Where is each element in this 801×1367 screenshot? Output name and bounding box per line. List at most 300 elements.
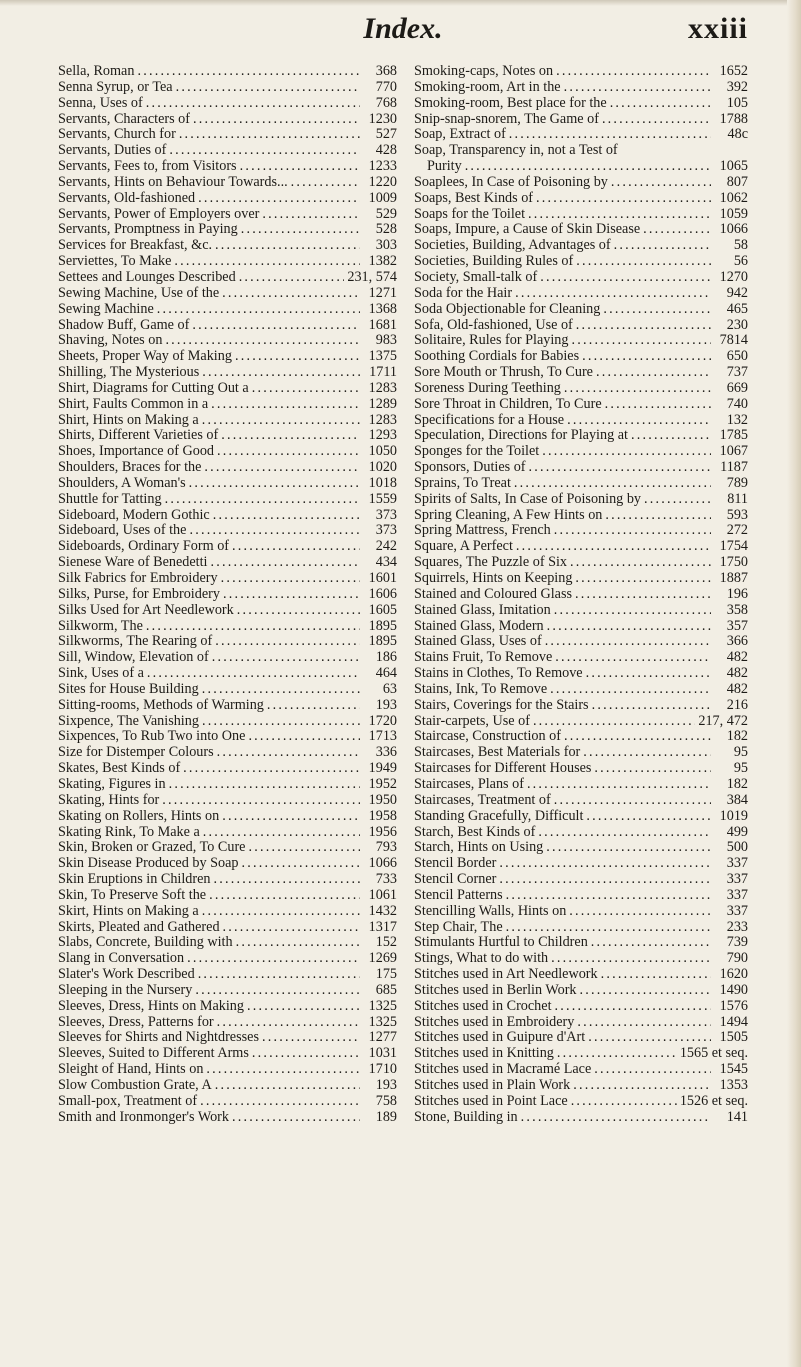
leader-dots [222, 809, 360, 825]
leader-dots [215, 1078, 360, 1094]
index-entry-text: Soap, Transparency in, not a Test of [414, 143, 618, 159]
index-entry-page: 182 [726, 729, 748, 745]
index-entry [58, 238, 397, 254]
leader-dots [241, 856, 360, 872]
index-entry [414, 523, 748, 539]
leader-dots [176, 80, 360, 96]
index-entry-page: 368 [375, 64, 397, 79]
index-entry [414, 64, 748, 80]
index-entry-page: 1066 [368, 856, 397, 872]
index-entry-page: 1031 [368, 1046, 397, 1062]
index-entry-text: Skirt, Hints on Making a [58, 903, 199, 919]
index-entry-text: Shoulders, Braces for the [58, 460, 202, 476]
index-entry [58, 492, 397, 508]
index-entry-page: 193 [375, 697, 397, 713]
leader-dots [248, 729, 360, 745]
index-entry [414, 286, 748, 302]
index-entry-page: 733 [375, 872, 397, 888]
index-entry-page: 1652 [719, 64, 748, 79]
index-entry-text: Skin, To Preserve Soft the [58, 887, 207, 903]
index-entry-text: Starch, Hints on Using [414, 840, 544, 856]
index-entry [58, 555, 397, 571]
index-entry-page: 1368 [368, 301, 397, 317]
leader-dots [536, 191, 711, 207]
index-entry-page: 189 [375, 1109, 397, 1125]
leader-dots [189, 476, 360, 492]
index-entry [414, 302, 748, 318]
index-entry-text: Sofa, Old-fashioned, Use of [414, 317, 573, 333]
index-entry-page: 175 [375, 967, 397, 983]
leader-dots [193, 112, 360, 128]
index-entry [414, 539, 748, 555]
index-entry-text: Soap, Extract of [414, 127, 506, 143]
index-entry-text: Soothing Cordials for Babies [414, 349, 580, 365]
index-entry [58, 349, 397, 365]
index-entry-page: 740 [726, 396, 748, 412]
index-entry-page: 1601 [368, 571, 397, 586]
index-entry-text: Sleeping in the Nursery [58, 982, 193, 998]
index-entry [58, 222, 397, 238]
index-entry [58, 333, 397, 349]
index-entry-page: 1271 [368, 285, 397, 301]
leader-dots [222, 286, 360, 302]
index-entry-text: Stitches used in Guipure d'Art [414, 1030, 586, 1046]
index-entry-page: 1788 [719, 111, 748, 127]
index-entry [414, 761, 748, 777]
index-entry-page: 272 [726, 523, 748, 539]
index-entry-page: 1710 [368, 1062, 397, 1078]
index-entry-page: 95 [733, 761, 748, 777]
index-entry-page: 942 [726, 285, 748, 301]
index-entry-text: Soreness During Teething [414, 380, 561, 396]
index-entry-text: Skirts, Pleated and Gathered [58, 919, 220, 935]
leader-dots [555, 650, 711, 666]
index-entry-page: 358 [726, 602, 748, 618]
index-entry [414, 1062, 748, 1078]
index-entry-page: 685 [375, 982, 397, 998]
index-entry-text: Stitches used in Embroidery [414, 1014, 575, 1030]
index-entry [414, 809, 748, 825]
index-entry-text: Smith and Ironmonger's Work [58, 1109, 229, 1125]
index-entry-text: Sideboard, Modern Gothic [58, 507, 210, 523]
index-entry [414, 318, 748, 334]
leader-dots [221, 428, 360, 444]
index-entry [414, 222, 748, 238]
index-entry [58, 603, 397, 619]
leader-dots [547, 619, 711, 635]
index-entry-page: 482 [726, 650, 748, 666]
index-entry-text: Slow Combustion Grate, A [58, 1078, 212, 1093]
leader-dots [499, 856, 711, 872]
leader-dots [174, 254, 360, 270]
index-entry-text: Skates, Best Kinds of [58, 761, 181, 777]
leader-dots [516, 539, 711, 555]
index-entry-page: 1269 [368, 951, 397, 967]
index-entry-text: Silks, Purse, for Embroidery [58, 586, 220, 602]
index-entry-text: Stitches used in Knitting [414, 1046, 554, 1062]
leader-dots [162, 793, 360, 809]
index-entry [58, 254, 397, 270]
index-entry-page: 1494 [719, 1014, 748, 1030]
leader-dots [582, 349, 711, 365]
index-entry-page: 1949 [368, 761, 397, 777]
index-entry-text: Stencilling Walls, Hints on [414, 903, 567, 919]
index-entry-text: Senna Syrup, or Tea [58, 79, 173, 95]
index-entry [58, 1015, 397, 1031]
index-column-right [414, 64, 748, 1126]
leader-dots [262, 1030, 360, 1046]
index-entry [414, 254, 748, 270]
index-entry [58, 1030, 397, 1046]
index-entry-page: 428 [375, 143, 397, 159]
index-entry-page: 527 [375, 127, 397, 143]
leader-dots [210, 555, 360, 571]
index-entry-page: 1754 [719, 539, 748, 555]
index-entry-page: 336 [375, 745, 397, 761]
index-entry-page: 1059 [719, 206, 748, 222]
leader-dots [576, 318, 711, 334]
leader-dots [267, 698, 360, 714]
index-entry-page: 373 [375, 507, 397, 523]
index-entry-text: Sideboard, Uses of the [58, 523, 187, 539]
index-entry-page: 1317 [368, 919, 397, 935]
index-entry-text: Stone, Building in [414, 1109, 518, 1125]
leader-dots [571, 333, 711, 349]
leader-dots [202, 904, 360, 920]
leader-dots [610, 96, 711, 112]
leader-dots [602, 112, 711, 128]
page-number: xxiii [687, 12, 748, 45]
index-entry-text: Sideboards, Ordinary Form of [58, 539, 230, 555]
index-entry [58, 777, 397, 793]
index-entry-text: Settees and Lounges Described [58, 269, 236, 285]
index-entry-page: 1018 [368, 475, 397, 491]
index-entry [414, 476, 748, 492]
index-entry [414, 777, 748, 793]
index-entry-page: 807 [726, 174, 748, 190]
index-entry [414, 143, 748, 159]
index-entry-text: Stained Glass, Uses of [414, 634, 542, 650]
leader-dots [575, 587, 711, 603]
index-entry-text: Stitches used in Berlin Work [414, 982, 577, 998]
index-entry-text: Skin, Broken or Grazed, To Cure [58, 840, 246, 856]
leader-dots [506, 888, 711, 904]
index-entry [58, 270, 397, 286]
index-entry [58, 571, 397, 587]
index-entry [414, 191, 748, 207]
index-entry-page: 1230 [368, 111, 397, 127]
index-entry-page: 1432 [368, 903, 397, 919]
index-entry-text: Silks Used for Art Needlework [58, 602, 234, 618]
index-entry-page: 482 [726, 681, 748, 697]
index-entry-page: 1067 [719, 444, 748, 460]
index-entry [58, 413, 397, 429]
leader-dots [509, 127, 711, 143]
index-entry [58, 745, 397, 761]
leader-dots [643, 222, 711, 238]
index-entry [58, 825, 397, 841]
index-entry-text: Senna, Uses of [58, 95, 143, 111]
index-entry [58, 397, 397, 413]
index-entry-page: 56 [733, 254, 748, 270]
leader-dots [247, 999, 360, 1015]
index-entry-page: 1375 [368, 349, 397, 365]
leader-dots [189, 523, 360, 539]
index-entry [58, 856, 397, 872]
index-entry [414, 492, 748, 508]
index-entry-text: Societies, Building Rules of [414, 254, 574, 270]
index-entry-page: 1565 et seq. [679, 1046, 748, 1062]
leader-dots [556, 64, 711, 80]
index-entry-text: Stitches used in Macramé Lace [414, 1062, 592, 1078]
leader-dots [588, 1030, 711, 1046]
leader-dots [202, 365, 360, 381]
leader-dots [206, 1062, 360, 1078]
index-entry-page: 1681 [368, 317, 397, 333]
index-entry [414, 856, 748, 872]
index-entry-page: 152 [375, 935, 397, 951]
leader-dots [235, 349, 360, 365]
index-entry-text: Spirits of Salts, In Case of Poisoning by [414, 491, 642, 507]
index-entry-text: Square, A Perfect [414, 539, 513, 555]
leader-dots [169, 143, 360, 159]
leader-dots [223, 587, 360, 603]
index-entry [58, 460, 397, 476]
index-entry [414, 333, 748, 349]
index-entry [414, 381, 748, 397]
index-entry-text: Snip-snap-snorem, The Game of [414, 111, 599, 127]
index-entry-page: 216 [726, 697, 748, 713]
index-entry-text: Sleeves, Dress, Patterns for [58, 1014, 214, 1030]
index-entry [414, 96, 748, 112]
index-entry-page: 1277 [368, 1030, 397, 1046]
index-entry [414, 444, 748, 460]
leader-dots [528, 207, 711, 223]
leader-dots [241, 222, 360, 238]
index-entry-text: Sitting-rooms, Methods of Warming [58, 697, 264, 713]
index-entry-text: Staircases for Different Houses [414, 761, 592, 777]
index-entry [58, 64, 397, 80]
index-entry-page: 1066 [719, 222, 748, 238]
leader-dots [594, 1062, 711, 1078]
index-entry-text: Soaps, Impure, a Cause of Skin Disease [414, 222, 641, 238]
index-entry [58, 888, 397, 904]
index-entry-text: Staircases, Treatment of [414, 792, 551, 808]
leader-dots [165, 333, 360, 349]
leader-dots [183, 761, 360, 777]
leader-dots [146, 96, 360, 112]
index-entry-text: Skating, Hints for [58, 792, 160, 808]
index-entry-page: 392 [726, 79, 748, 95]
index-entry-page: 737 [726, 365, 748, 381]
index-entry [414, 967, 748, 983]
index-entry-text: Slater's Work Described [58, 967, 195, 983]
index-entry [414, 603, 748, 619]
leader-dots [236, 935, 360, 951]
index-entry-page: 186 [375, 650, 397, 666]
leader-dots [555, 999, 711, 1015]
index-entry-page: 499 [726, 824, 748, 840]
index-entry-text: Stitches used in Crochet [414, 998, 552, 1014]
leader-dots [195, 983, 360, 999]
index-entry-text: Stained and Coloured Glass [414, 586, 573, 602]
index-entry-text: Shirt, Diagrams for Cutting Out a [58, 380, 249, 396]
leader-dots [213, 508, 360, 524]
leader-dots [554, 603, 711, 619]
index-entry-page: 739 [726, 935, 748, 951]
leader-dots [223, 920, 360, 936]
index-entry-text: Squares, The Puzzle of Six [414, 555, 568, 571]
index-entry-page: 1952 [368, 776, 397, 792]
leader-dots [169, 777, 360, 793]
index-entry-page: 1325 [368, 998, 397, 1014]
leader-dots [551, 951, 711, 967]
index-entry-text: Sixpence, The Vanishing [58, 713, 199, 729]
index-entry [414, 840, 748, 856]
index-entry [414, 999, 748, 1015]
leader-dots [232, 1110, 360, 1126]
index-entry-page: 669 [726, 380, 748, 396]
index-entry-text: Skating Rink, To Make a [58, 824, 200, 840]
index-entry-text: Shoes, Importance of Good [58, 444, 215, 460]
page-top-edge [0, 0, 801, 6]
index-entry [414, 729, 748, 745]
index-entry-text: Skating on Rollers, Hints on [58, 808, 220, 824]
index-entry-page: 529 [375, 206, 397, 222]
leader-dots [248, 840, 360, 856]
index-entry-page: 337 [726, 903, 748, 919]
index-entry-page: 1020 [368, 460, 397, 476]
index-entry [414, 888, 748, 904]
index-entry-text: Sleeves, Suited to Different Arms [58, 1046, 249, 1062]
index-entry-page: 434 [375, 555, 397, 571]
leader-dots [529, 460, 711, 476]
index-entry [414, 571, 748, 587]
index-entry [58, 159, 397, 175]
index-entry-text: Sponges for the Toilet [414, 444, 540, 460]
index-entry-page: 1576 [719, 998, 748, 1014]
index-entry-page: 366 [726, 634, 748, 650]
index-entry-text: Standing Gracefully, Difficult [414, 808, 584, 824]
leader-dots [546, 840, 711, 856]
leader-dots [217, 444, 360, 460]
index-entry-page: 1895 [368, 618, 397, 634]
leader-dots [202, 413, 360, 429]
leader-dots [232, 539, 360, 555]
index-entry-text: Shadow Buff, Game of [58, 317, 190, 333]
index-entry-page: 1283 [368, 380, 397, 396]
leader-dots [591, 935, 711, 951]
index-entry-text: Solitaire, Rules for Playing [414, 333, 569, 349]
leader-dots [575, 571, 711, 587]
leader-dots [203, 825, 360, 841]
index-entry-page: 789 [726, 475, 748, 491]
index-entry [58, 935, 397, 951]
index-entry-page: 217, 472 [698, 713, 748, 729]
index-entry [414, 793, 748, 809]
index-entry-page: 337 [726, 856, 748, 872]
index-entry-page: 1958 [368, 808, 397, 824]
leader-dots [577, 1015, 711, 1031]
leader-dots [291, 175, 360, 191]
index-entry-text: Staircases, Plans of [414, 776, 524, 792]
leader-dots [179, 127, 360, 143]
leader-dots [603, 302, 711, 318]
index-entry [414, 935, 748, 951]
index-entry [58, 983, 397, 999]
index-entry-page: 230 [726, 317, 748, 333]
index-entry [414, 270, 748, 286]
index-entry-text: Stairs, Coverings for the Stairs [414, 697, 589, 713]
index-entry-text: Sleight of Hand, Hints on [58, 1062, 204, 1078]
index-entry-text: Stencil Patterns [414, 887, 503, 903]
index-entry-page: 337 [726, 872, 748, 888]
index-entry-page: 196 [726, 586, 748, 602]
index-entry-page: 1606 [368, 586, 397, 602]
index-entry [58, 793, 397, 809]
index-entry-text: Sleeves, Dress, Hints on Making [58, 998, 244, 1014]
index-entry [58, 112, 397, 128]
index-entry [414, 983, 748, 999]
index-entry-text: Servants, Hints on Behaviour Towards... [58, 174, 288, 190]
index-entry-page: 528 [375, 222, 397, 238]
index-entry-text: Servants, Duties of [58, 143, 167, 159]
index-entry-text: Stains, Ink, To Remove [414, 681, 548, 697]
index-entry-text: Smoking-room, Art in the [414, 79, 561, 95]
index-entry [58, 444, 397, 460]
index-entry-page: 1325 [368, 1014, 397, 1030]
index-entry-page: 1009 [368, 190, 397, 206]
index-entry-page: 1490 [719, 982, 748, 998]
leader-dots [262, 207, 360, 223]
index-entry-text: Shirt, Faults Common in a [58, 396, 209, 412]
leader-dots [569, 904, 711, 920]
leader-dots [554, 523, 711, 539]
index-entry [58, 318, 397, 334]
index-entry-text: Sore Throat in Children, To Cure [414, 396, 602, 412]
leader-dots [204, 460, 360, 476]
index-entry-page: 95 [733, 745, 748, 761]
index-entry-text: Stair-carpets, Use of [414, 713, 530, 729]
index-entry-page: 337 [726, 887, 748, 903]
index-entry-text: Sewing Machine, Use of the [58, 285, 220, 301]
index-entry-text: Specifications for a House [414, 412, 565, 428]
index-entry [58, 634, 397, 650]
index-entry-text: Shilling, The Mysterious [58, 365, 200, 381]
index-entry-page: 1019 [719, 808, 748, 824]
index-entry [414, 904, 748, 920]
index-entry [58, 539, 397, 555]
page-title: Index. [363, 12, 443, 45]
index-entry [58, 143, 397, 159]
index-entry-text: Stings, What to do with [414, 951, 549, 967]
index-entry-text: Slabs, Concrete, Building with [58, 935, 233, 951]
index-entry-text: Silkworms, The Rearing of [58, 634, 213, 650]
index-entry-text: Servants, Characters of [58, 111, 190, 127]
index-entry-page: 105 [726, 95, 748, 111]
index-entry-text: Servants, Church for [58, 127, 176, 143]
leader-dots [165, 492, 360, 508]
index-entry [58, 714, 397, 730]
leader-dots [576, 254, 711, 270]
index-entry-page: 1620 [719, 967, 748, 983]
index-entry [58, 302, 397, 318]
leader-dots [239, 270, 345, 286]
index-entry [414, 619, 748, 635]
leader-dots [605, 397, 711, 413]
index-entry-page: 193 [375, 1078, 397, 1093]
index-entry-text: Starch, Best Kinds of [414, 824, 536, 840]
